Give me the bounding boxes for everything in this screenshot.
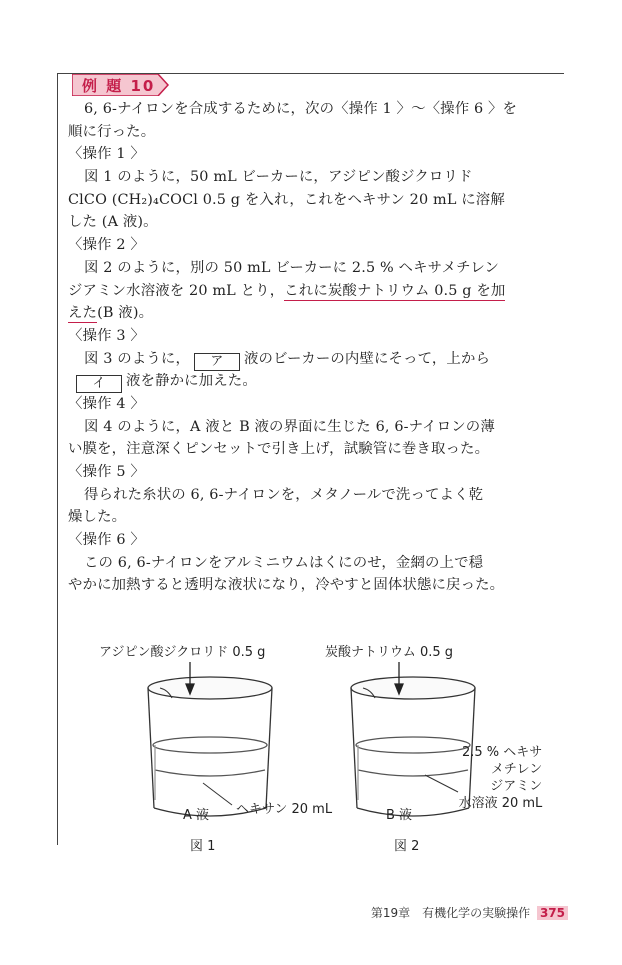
fig2-side-label: [458, 744, 543, 812]
fig2-top-label: 炭酸ナトリウム 0.5 g: [325, 645, 454, 660]
fig1-top-label: アジピン酸ジクロリド 0.5 g: [99, 645, 266, 660]
beaker-2: [351, 677, 475, 816]
page-number: 375: [537, 906, 568, 920]
text-line: 図 1 のように，50 mL ビーカーに，アジピン酸ジクロリド: [84, 169, 473, 186]
text-line: 燥した。: [68, 509, 127, 526]
step-heading: 〈操作 5 〉: [68, 464, 145, 480]
text-line: 6, 6-ナイロンを合成するために，次の〈操作 1 〉～〈操作 6 〉を: [84, 101, 518, 117]
text-line: した (A 液)。: [68, 214, 158, 231]
fig2-side-line: 水溶液 20 mL: [458, 796, 543, 811]
underlined-text: えた: [68, 305, 98, 322]
fig1-caption: 図 1: [190, 839, 216, 854]
text-line: 図 4 のように，A 液と B 液の界面に生じた 6, 6-ナイロンの薄: [84, 418, 495, 435]
page-footer: [371, 904, 568, 921]
fig2-caption: 図 2: [394, 839, 420, 854]
text-line: い膜を，注意深くピンセットで引き上げ，試験管に巻き取った。: [68, 441, 490, 458]
text-line: この 6, 6-ナイロンをアルミニウムはくにのせ，金網の上で穏: [84, 554, 484, 571]
text-line: やかに加熱すると透明な液状になり，冷やすと固体状態に戻った。: [68, 577, 505, 594]
underlined-text: これに炭酸ナトリウム 0.5 g を加: [284, 282, 506, 299]
text-segment: 液を静かに加えた。: [126, 373, 257, 390]
blank-box-a: ア: [194, 353, 240, 371]
fig2-side-line: メチレン: [490, 762, 543, 777]
text-line: 得られた糸状の 6, 6-ナイロンを，メタノールで洗ってよく乾: [84, 486, 484, 503]
text-segment: 図 3 のように，: [84, 350, 190, 367]
fig2-liquid-label: B 液: [386, 808, 413, 823]
step-heading: 〈操作 4 〉: [68, 395, 145, 412]
text-segment: (B 液)。: [97, 305, 154, 322]
fig2-side-line: 2.5 % ヘキサ: [462, 745, 543, 760]
chapter-title: 第19章 有機化学の実験操作: [370, 906, 531, 920]
step-heading: 〈操作 6 〉: [68, 532, 145, 549]
blank-box-i: イ: [76, 375, 122, 393]
text-line: 図 2 のように，別の 50 mL ビーカーに 2.5 % ヘキサメチレン: [84, 259, 500, 276]
step-heading: 〈操作 1 〉: [68, 146, 145, 163]
badge-label: 例 題 10: [82, 77, 156, 95]
text-line: ClCO (CH₂)₄COCl 0.5 g を入れ，これをヘキサン 20 mL に溶解: [68, 191, 505, 208]
text-segment: 液のビーカーの内壁にそって，上から: [244, 350, 491, 367]
text-segment: ジアミン水溶液を 20 mL とり，: [68, 282, 285, 299]
step-heading: 〈操作 2 〉: [68, 237, 145, 254]
text-line: 順に行った。: [68, 123, 156, 140]
beaker-1: [148, 677, 272, 816]
fig1-side-label: ヘキサン 20 mL: [236, 802, 333, 817]
fig2-side-line: ジアミン: [490, 779, 543, 794]
leader-line-1: [203, 783, 232, 805]
fig1-liquid-label: A 液: [183, 808, 210, 823]
step-heading: 〈操作 3 〉: [68, 327, 145, 344]
leader-line-2: [425, 775, 458, 792]
